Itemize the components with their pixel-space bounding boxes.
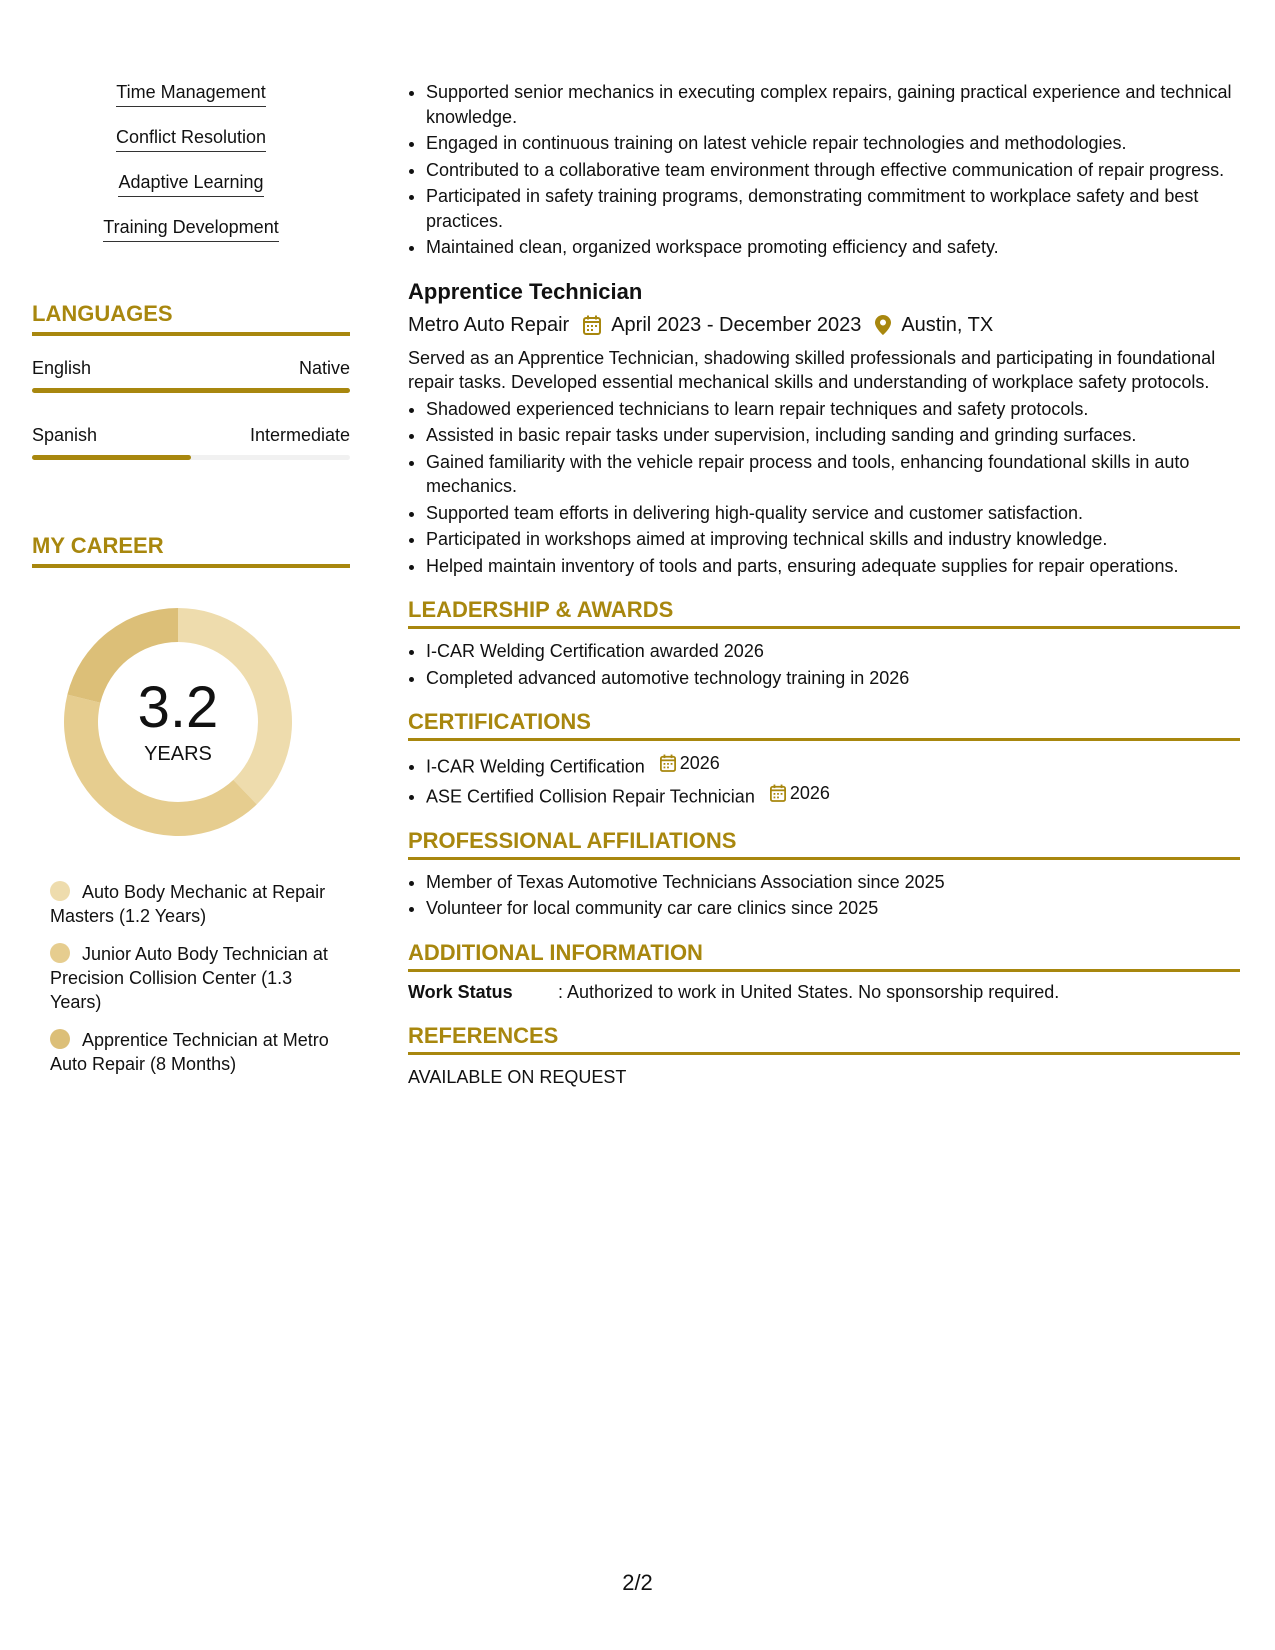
skill-item: Training Development xyxy=(103,215,278,242)
job-entry xyxy=(408,278,1240,579)
work-status-key: Work Status xyxy=(408,981,513,1002)
list-item xyxy=(426,751,1240,779)
legend-item xyxy=(50,1028,340,1076)
references-text: AVAILABLE ON REQUEST xyxy=(408,1066,627,1087)
legend-text: Auto Body Mechanic at Repair Masters (1.2 Years) xyxy=(50,882,326,926)
language-item xyxy=(32,423,350,460)
work-status-value: : Authorized to work in United States. No sponsorship required. xyxy=(558,981,1060,1002)
calendar-icon xyxy=(583,315,601,335)
job-bullets xyxy=(408,397,1240,579)
language-bar xyxy=(32,388,350,393)
legend-text: Junior Auto Body Technician at Precision Collision Center (1.3 Years) xyxy=(50,944,328,1012)
list-item: • Volunteer for local community car care clinics since 2025 xyxy=(426,896,1240,921)
job-dates: April 2023 - December 2023 xyxy=(611,313,862,336)
language-level: Native xyxy=(298,358,350,378)
career-section xyxy=(32,532,350,568)
career-unit: YEARS xyxy=(144,743,212,765)
cert-year: 2026 xyxy=(789,782,830,803)
skill-item: Adaptive Learning xyxy=(118,170,263,197)
references-section xyxy=(408,1022,1240,1089)
list-item: • Participated in safety training programs, demonstrating commitment to workplace safety and best practices. xyxy=(426,184,1240,233)
list-item: • Contributed to a collaborative team environment through effective communication of repair progress. xyxy=(426,158,1240,183)
affiliations-section xyxy=(408,827,1240,921)
job-company: Metro Auto Repair xyxy=(408,313,570,336)
left-column xyxy=(32,80,350,568)
list-item: • Maintained clean, organized workspace promoting efficiency and safety. xyxy=(426,235,1240,260)
work-status-row xyxy=(408,980,1240,1004)
language-name: English xyxy=(32,358,92,378)
cert-name: I-CAR Welding Certification xyxy=(426,756,645,777)
language-item xyxy=(32,356,350,393)
cert-year: 2026 xyxy=(679,753,720,773)
job-title: Apprentice Technician xyxy=(408,278,643,304)
legend-dot-icon xyxy=(50,881,70,901)
right-column xyxy=(408,80,1240,1089)
section-title-career: MY CAREER xyxy=(32,532,350,568)
list-item: • Gained familiarity with the vehicle repair process and tools, enhancing foundational skills in auto mechanics. xyxy=(426,450,1240,499)
list-item: • Participated in workshops aimed at improving technical skills and industry knowledge. xyxy=(426,527,1240,552)
legend-dot-icon xyxy=(50,1029,70,1049)
additional-section xyxy=(408,939,1240,1004)
language-name: Spanish xyxy=(32,425,98,445)
legend-text: Apprentice Technician at Metro Auto Repair (8 Months) xyxy=(50,1030,329,1074)
calendar-icon xyxy=(660,754,676,772)
list-item: • Supported team efforts in delivering high-quality service and customer satisfaction. xyxy=(426,501,1240,526)
job-description: Served as an Apprentice Technician, shadowing skilled professionals and participating in foundational repair tasks. Developed essential mechanical skills and understanding of workplace safety protocols. xyxy=(408,347,1216,392)
career-donut-chart xyxy=(64,608,292,836)
prev-job-bullets xyxy=(408,80,1240,260)
career-total-years: 3.2 xyxy=(137,675,219,740)
language-level: Intermediate xyxy=(249,425,350,445)
list-item: • Completed advanced automotive technology training in 2026 xyxy=(426,666,1240,691)
certifications-section xyxy=(408,708,1240,809)
language-bar-fill xyxy=(32,388,350,393)
list-item: • Member of Texas Automotive Technicians Association since 2025 xyxy=(426,870,1240,895)
list-item: • Supported senior mechanics in executing complex repairs, gaining practical experience and technical knowledge. xyxy=(426,80,1240,129)
list-item: • Shadowed experienced technicians to learn repair techniques and safety protocols. xyxy=(426,397,1240,422)
section-title-additional: ADDITIONAL INFORMATION xyxy=(408,939,1240,972)
skills-list xyxy=(32,80,350,260)
calendar-icon xyxy=(770,784,786,802)
section-title-leadership: LEADERSHIP & AWARDS xyxy=(408,596,1240,629)
section-title-languages: LANGUAGES xyxy=(32,300,350,336)
job-meta xyxy=(408,312,1240,338)
list-item: • Helped maintain inventory of tools and parts, ensuring adequate supplies for repair operations. xyxy=(426,554,1240,579)
language-bar xyxy=(32,455,350,460)
section-title-references: REFERENCES xyxy=(408,1022,1240,1055)
section-title-affiliations: PROFESSIONAL AFFILIATIONS xyxy=(408,827,1240,860)
list-item: • Assisted in basic repair tasks under supervision, including sanding and grinding surfaces. xyxy=(426,423,1240,448)
section-title-certifications: CERTIFICATIONS xyxy=(408,708,1240,741)
legend-dot-icon xyxy=(50,943,70,963)
list-item: • I-CAR Welding Certification awarded 2026 xyxy=(426,639,1240,664)
skill-item: Time Management xyxy=(116,80,265,107)
legend-item xyxy=(50,880,340,928)
legend-item xyxy=(50,942,340,1014)
career-legend xyxy=(50,880,340,1090)
skill-item: Conflict Resolution xyxy=(116,125,266,152)
leadership-section xyxy=(408,596,1240,690)
list-item xyxy=(426,781,1240,809)
language-bar-fill xyxy=(32,455,191,460)
languages-section xyxy=(32,300,350,460)
page-number: 2/2 xyxy=(622,1570,653,1595)
location-pin-icon xyxy=(875,315,891,335)
cert-name: ASE Certified Collision Repair Technician xyxy=(426,786,755,806)
job-location: Austin, TX xyxy=(901,313,994,336)
list-item: • Engaged in continuous training on latest vehicle repair technologies and methodologies. xyxy=(426,131,1240,156)
